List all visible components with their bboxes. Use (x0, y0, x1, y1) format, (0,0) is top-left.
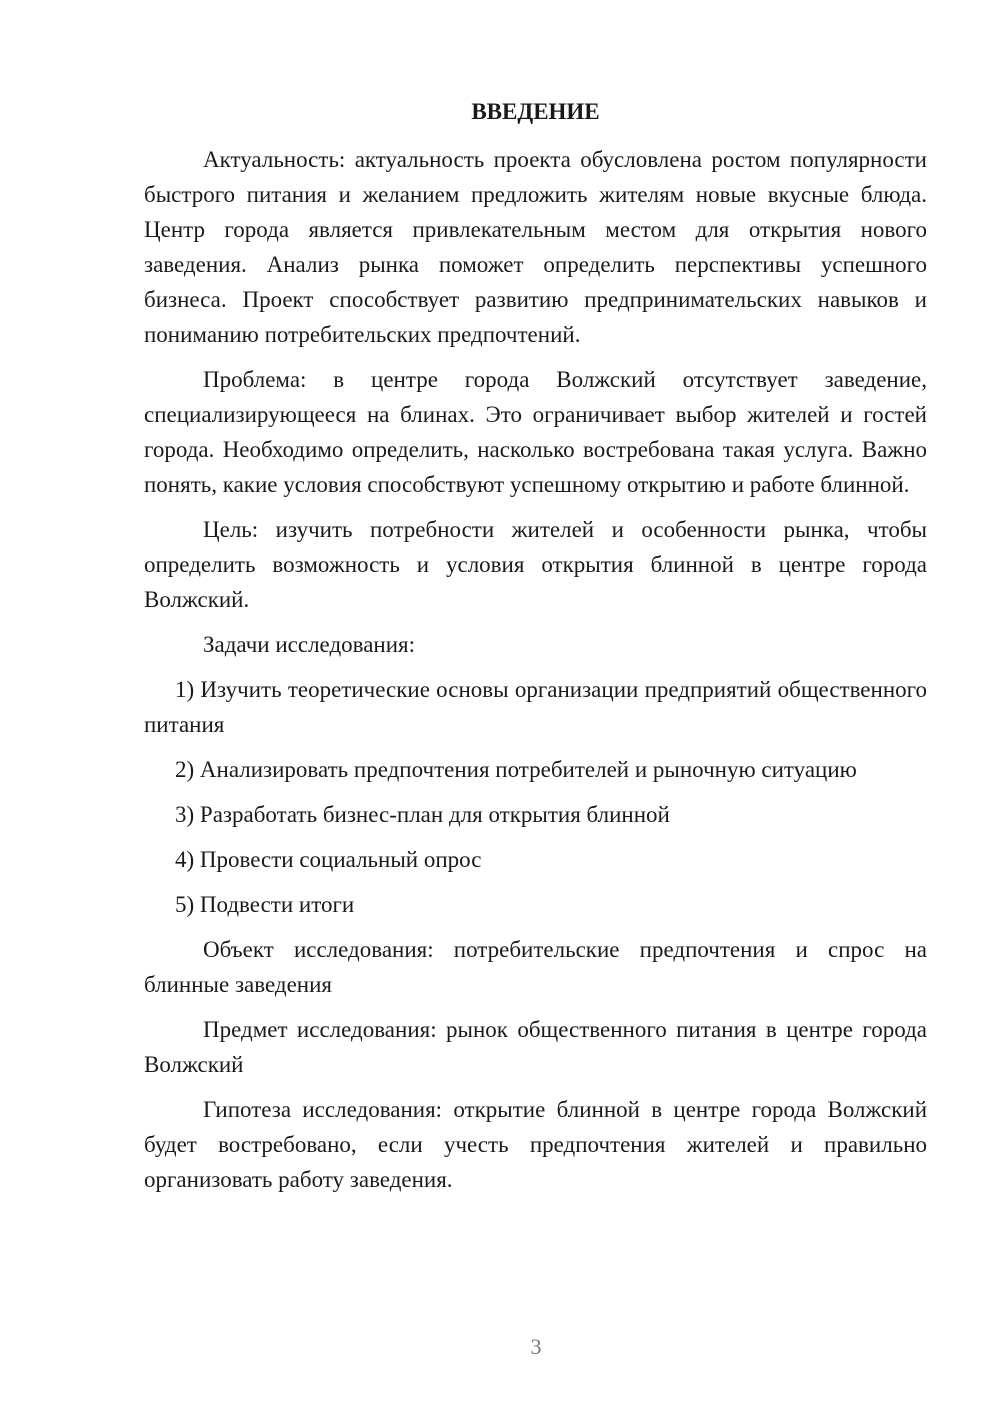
tasks-heading: Задачи исследования: (203, 632, 416, 657)
goal-paragraph: Цель: изучить потребности жителей и особенности рынка, чтобы определить возможность и условия открытия блинной в центре города Волжский. (144, 517, 927, 612)
task-item-1: 1) Изучить теоретические основы организации предприятий общественного питания (144, 677, 927, 737)
task-item-5: 5) Подвести итоги (175, 892, 355, 917)
relevance-paragraph: Актуальность: актуальность проекта обусловлена ростом популярности быстрого питания и желанием предложить жителям новые вкусные блюда. Центр города является привлекательным местом для открытия нового заведения. Анализ рынка поможет определить перспективы успешного бизнеса. Проект способствует развитию предпринимательских навыков и пониманию потребительских предпочтений. (144, 147, 927, 347)
section-title: ВВЕДЕНИЕ (471, 99, 600, 124)
task-item-4: 4) Провести социальный опрос (175, 847, 482, 872)
subject-paragraph: Предмет исследования: рынок общественного питания в центре города Волжский (144, 1017, 927, 1077)
page-number: 3 (530, 1334, 542, 1359)
object-paragraph: Объект исследования: потребительские предпочтения и спрос на блинные заведения (144, 937, 927, 997)
hypothesis-paragraph: Гипотеза исследования: открытие блинной в центре города Волжский будет востребовано, если учесть предпочтения жителей и правильно организовать работу заведения. (144, 1097, 927, 1192)
document-page (144, 94, 927, 1197)
problem-paragraph: Проблема: в центре города Волжский отсутствует заведение, специализирующееся на блинах. Это ограничивает выбор жителей и гостей города. Необходимо определить, насколько востребована такая услуга. Важно понять, какие условия способствуют успешному открытию и работе блинной. (144, 367, 927, 497)
task-item-2: 2) Анализировать предпочтения потребителей и рыночную ситуацию (175, 757, 857, 782)
task-item-3: 3) Разработать бизнес-план для открытия блинной (175, 802, 670, 827)
